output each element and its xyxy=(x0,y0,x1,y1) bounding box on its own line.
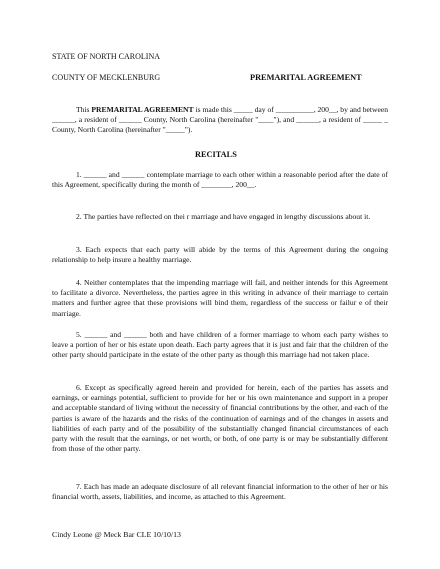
recital-3: 3. Each expects that each party will abide by the terms of this Agreement during the ongoing relationship to help insure a healthy marriage. xyxy=(52,245,388,265)
footer-note: Cindy Leone @ Meck Bar CLE 10/10/13 xyxy=(52,530,181,539)
document-title: PREMARITAL AGREEMENT xyxy=(250,73,362,82)
state-heading: STATE OF NORTH CAROLINA xyxy=(52,52,160,61)
county-heading: COUNTY OF MECKLENBURG xyxy=(52,73,161,82)
recital-1: 1. ______ and ______ contemplate marriage to each other within a reasonable period after the date of this Agreement, specifically during the month of ________, 200__. xyxy=(52,170,388,190)
recital-5: 5. ______ and ______ both and have children of a former marriage to whom each party wishes to leave a portion of her or his estate upon death. Each party agrees that it is just and fair that the children of the other party should participate in the estate of the other party as though this marriage had not taken place. xyxy=(52,330,388,360)
intro-lead: This xyxy=(76,105,92,114)
recital-4: 4. Neither contemplates that the impending marriage will fail, and neither intends for this Agreement to facilitate a divorce. Nevertheless, the parties agree in this writing in advance of their marriage to certain matters and further agree that these provisions will bind them, regardless of the success or failur e of their marriage. xyxy=(52,278,388,318)
recital-6: 6. Except as specifically agreed herein and provided for herein, each of the parties has assets and earnings, or earnings potential, sufficient to provide for her or his own maintenance and support in a proper and acceptable standard of living without the necessity of financial contributions by the other, and each of the parties is aware of the hazards and the risks of the continuation of earnings and of the changes in assets and liabilities of each party and of the possibility of the substantially changed financial circumstances of each party with the result that the earnings, or net worth, or both, of one party is or may be substantially different from those of the other party. xyxy=(52,383,388,454)
recital-7: 7. Each has made an adequate disclosure of all relevant financial information to the other of her or his financial worth, assets, liabilities, and income, as attached to this Agreement. xyxy=(52,482,388,502)
intro-paragraph xyxy=(52,105,388,136)
intro-text: is made this _____ day of __________, 200__, by and between ______, a resident of ______ County, North Carolina (hereinafter "____"), and ______, a resident of _____ _ County, North Carolina (hereinafter "_____"). xyxy=(52,105,388,135)
intro-term: PREMARITAL AGREEMENT xyxy=(91,105,194,114)
recitals-heading: RECITALS xyxy=(195,150,237,159)
recital-2: 2. The parties have reflected on thei r marriage and have engaged in lengthy discussions about it. xyxy=(76,212,371,221)
